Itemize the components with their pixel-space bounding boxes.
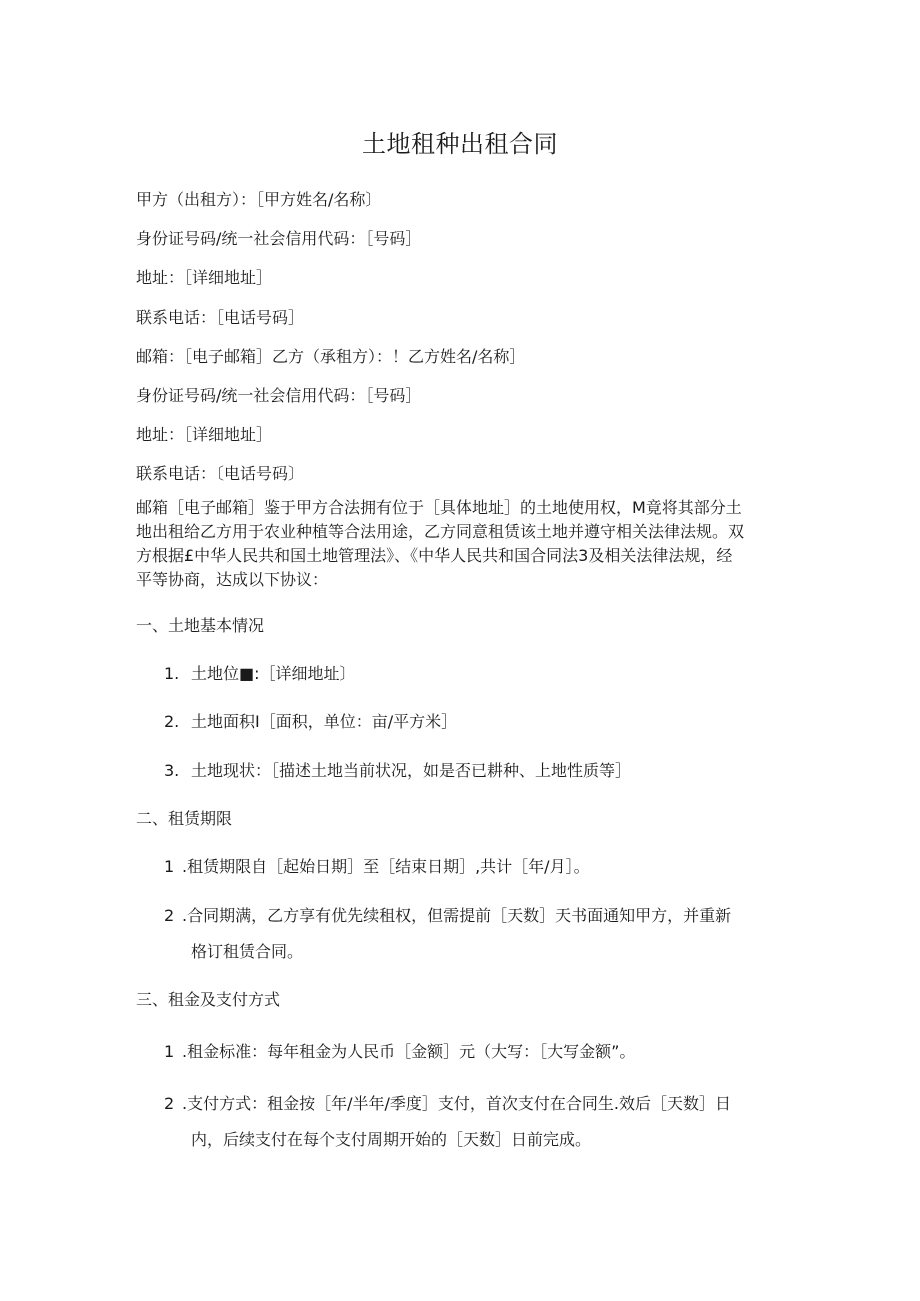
party-b-id-line: 身份证号码/统一社会信用代码：［号码］ xyxy=(136,386,422,405)
party-b-phone-line: 联系电话：〔电话号码〕 xyxy=(136,464,305,483)
list-item-text: .租赁期限自［起始日期］至［结束日期］,共计［年/月］。 xyxy=(182,857,590,876)
list-item-number: 1. xyxy=(164,664,180,683)
preamble-line: 平等协商，达成以下协议： xyxy=(136,570,329,589)
preamble-line: 邮箱［电子邮箱］鉴于甲方合法拥有位于［具体地址］的土地使用权，M竟将其部分土 xyxy=(136,498,742,517)
list-item-number: 1 xyxy=(164,857,175,876)
section-heading-lease-term: 二、租赁期限 xyxy=(136,809,233,828)
preamble-line: 地出租给乙方用于农业种植等合法用途，乙方同意租赁该土地并遵守相关法律法规。双 xyxy=(136,522,745,541)
section-heading-rent-payment: 三、租金及支付方式 xyxy=(136,990,281,1009)
list-item-number: 3. xyxy=(164,761,180,780)
party-a-line: 甲方（出租方）：［甲方姓名/名称〕 xyxy=(136,190,382,209)
preamble-paragraph xyxy=(136,496,788,592)
list-item-number: 1 xyxy=(164,1042,175,1061)
section-heading-land-info: 一、土地基本情况 xyxy=(136,616,265,635)
party-b-address-line: 地址：［详细地址］ xyxy=(136,425,273,444)
list-item-text-continued: 格订租赁合同。 xyxy=(191,942,304,961)
list-item-number: 2 xyxy=(164,906,175,925)
list-item-text: .租金标准：每年租金为人民币［金额］元（大写：［大写金额”。 xyxy=(182,1042,636,1061)
list-item-text: .支付方式：租金按［年/半年/季度］支付，首次支付在合同生.效后［天数］日 xyxy=(182,1094,731,1113)
party-a-id-line: 身份证号码/统一社会信用代码：［号码］ xyxy=(136,229,422,248)
list-item-number: 2. xyxy=(164,712,180,731)
list-item-text: .合同期满，乙方享有优先续租权，但需提前［天数］天书面通知甲方，并重新 xyxy=(182,906,732,925)
list-item-number: 2 xyxy=(164,1094,175,1113)
party-a-phone-line: 联系电话：［电话号码］ xyxy=(136,308,305,327)
list-item-text-continued: 内，后续支付在每个支付周期开始的［天数］日前完成。 xyxy=(191,1130,592,1149)
list-item-text: 土地现状：［描述土地当前状况，如是否已耕种、上地性质等］ xyxy=(191,761,632,780)
party-a-email-party-b-line: 邮箱：［电子邮箱］乙方（承租方）：！乙方姓名/名称］ xyxy=(136,347,526,366)
document-title: 土地租种出租合同 xyxy=(362,130,558,158)
party-a-address-line: 地址：［详细地址］ xyxy=(136,268,273,287)
list-item-text: 土地面积I［面积，单位：亩/平方米］ xyxy=(191,712,458,731)
list-item-text: 土地位■:［详细地址〕 xyxy=(191,664,356,683)
preamble-line: 方根据£中华人民共和国土地管理法》、《中华人民共和国合同法3及相关法律法规，经 xyxy=(136,546,733,565)
